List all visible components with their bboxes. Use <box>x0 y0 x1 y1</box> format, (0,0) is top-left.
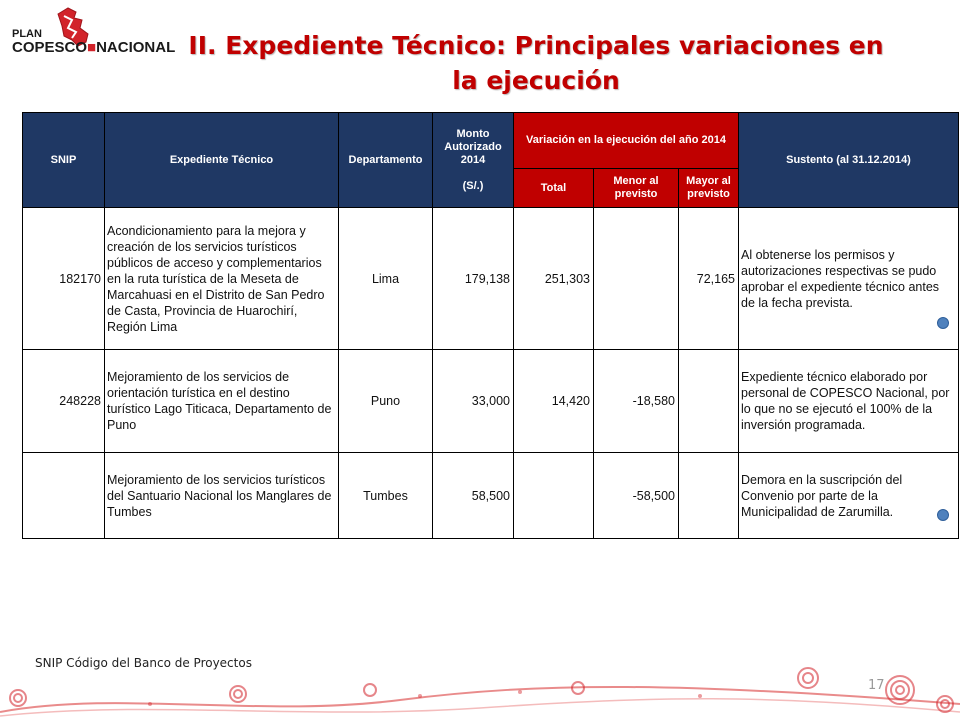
cell-snip <box>23 453 105 539</box>
header-menor: Menor al previsto <box>594 169 679 208</box>
cell-sustento: Demora en la suscripción del Convenio por parte de la Municipalidad de Zarumilla. <box>739 453 959 539</box>
page-title: II. Expediente Técnico: Principales variaciones en la ejecución <box>188 31 884 95</box>
header-variacion: Variación en la ejecución del año 2014 <box>514 113 739 169</box>
cell-departamento: Tumbes <box>339 453 433 539</box>
header-row-1 <box>23 113 959 169</box>
header-mayor: Mayor al previsto <box>679 169 739 208</box>
header-total: Total <box>514 169 594 208</box>
cell-sustento: Al obtenerse los permisos y autorizaciones respectivas se pudo aprobar el expediente técnico antes de la fecha prevista. <box>739 208 959 350</box>
cell-total <box>514 453 594 539</box>
logo-nacional-text: NACIONAL <box>96 39 176 56</box>
cell-monto: 33,000 <box>433 350 514 453</box>
table-row <box>23 350 959 453</box>
cell-monto: 58,500 <box>433 453 514 539</box>
footnote: SNIP Código del Banco de Proyectos <box>35 656 252 670</box>
cell-total: 14,420 <box>514 350 594 453</box>
page-number: 17 <box>868 678 885 693</box>
header-expediente: Expediente Técnico <box>105 113 339 208</box>
cell-expediente: Mejoramiento de los servicios turísticos del Santuario Nacional los Manglares de Tumbes <box>105 453 339 539</box>
cell-mayor <box>679 350 739 453</box>
cell-departamento: Lima <box>339 208 433 350</box>
cell-snip: 248228 <box>23 350 105 453</box>
variations-table <box>22 112 959 539</box>
copesco-logo <box>10 6 176 76</box>
cell-mayor: 72,165 <box>679 208 739 350</box>
cell-sustento: Expediente técnico elaborado por personal de COPESCO Nacional, por lo que no se ejecutó el 100% de la inversión programada. <box>739 350 959 453</box>
blue-dot-icon <box>937 509 949 521</box>
logo-copesco-text: COPESCO <box>12 39 88 56</box>
blue-dot-icon <box>937 317 949 329</box>
cell-menor: -58,500 <box>594 453 679 539</box>
header-snip: SNIP <box>23 113 105 208</box>
logo-plan-text: PLAN <box>12 28 42 40</box>
table-row <box>23 453 959 539</box>
cell-menor: -18,580 <box>594 350 679 453</box>
decorative-swirl-band <box>0 660 960 720</box>
cell-expediente: Mejoramiento de los servicios de orientación turística en el destino turístico Lago Titicaca, Departamento de Puno <box>105 350 339 453</box>
cell-menor <box>594 208 679 350</box>
cell-snip: 182170 <box>23 208 105 350</box>
cell-monto: 179,138 <box>433 208 514 350</box>
table-row <box>23 208 959 350</box>
logo-brand-text: COPESCO■NACIONAL <box>12 39 176 56</box>
cell-expediente: Acondicionamiento para la mejora y creación de los servicios turísticos públicos de acceso y complementarios en la ruta turística de la Meseta de Marcahuasi en el Distrito de San Pedro de Casta, Provincia de Huarochirí, Región Lima <box>105 208 339 350</box>
cell-mayor <box>679 453 739 539</box>
cell-departamento: Puno <box>339 350 433 453</box>
header-departamento: Departamento <box>339 113 433 208</box>
header-monto: Monto Autorizado 2014 (S/.) <box>433 113 514 208</box>
cell-total: 251,303 <box>514 208 594 350</box>
header-sustento: Sustento (al 31.12.2014) <box>739 113 959 208</box>
